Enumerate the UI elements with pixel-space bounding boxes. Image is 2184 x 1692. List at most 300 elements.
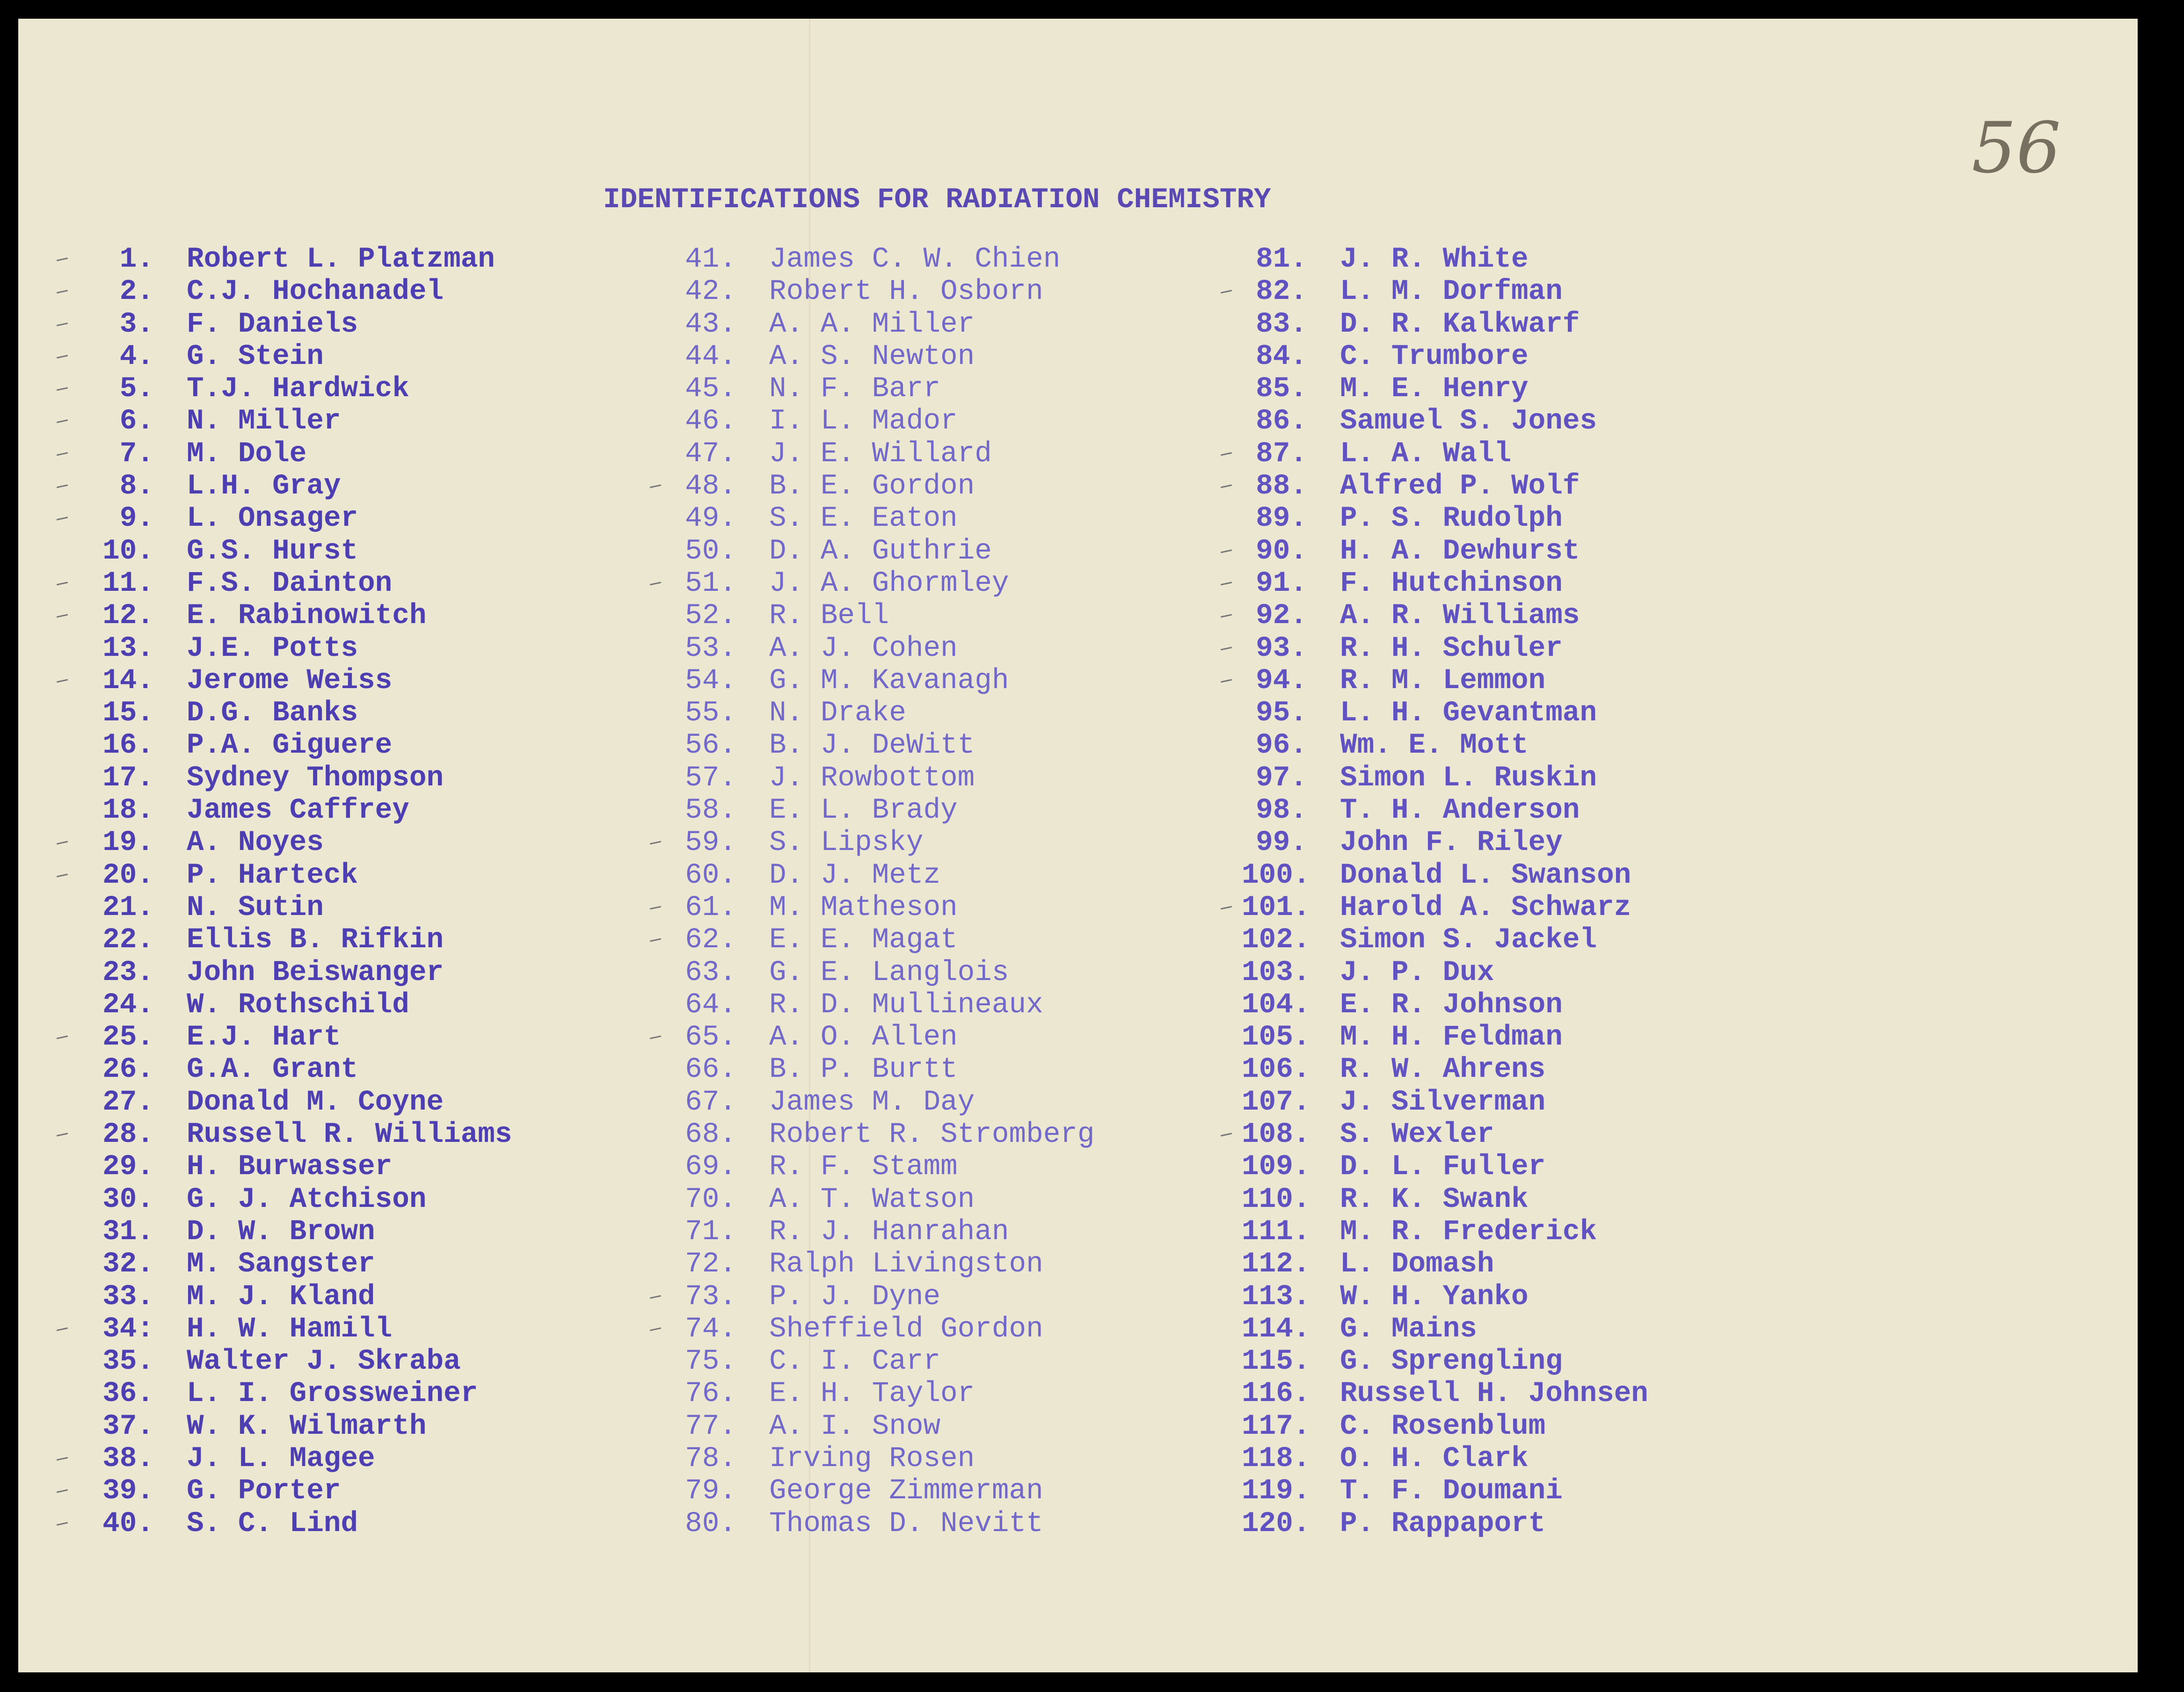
entry-number: 107. bbox=[1242, 1086, 1310, 1118]
list-item bbox=[88, 794, 512, 827]
entry-number: 21. bbox=[102, 891, 154, 924]
entry-number: 36. bbox=[102, 1378, 154, 1410]
entry-number: 92. bbox=[1256, 600, 1307, 632]
entry-number: 17. bbox=[102, 762, 154, 794]
entry-name: A. A. Miller bbox=[769, 308, 975, 341]
entry-number: 51. bbox=[685, 567, 736, 600]
handwritten-tick-mark bbox=[57, 322, 68, 326]
list-item bbox=[88, 1151, 512, 1183]
handwritten-tick-mark bbox=[57, 355, 68, 358]
handwritten-tick-mark bbox=[1221, 646, 1232, 650]
entry-name: A. J. Cohen bbox=[769, 632, 958, 665]
list-item bbox=[88, 729, 512, 762]
list-item bbox=[671, 1313, 1095, 1345]
entry-name: A. Noyes bbox=[187, 827, 324, 859]
entry-name: Donald M. Coyne bbox=[187, 1086, 444, 1118]
list-item bbox=[671, 600, 1095, 632]
list-item bbox=[671, 341, 1095, 373]
entry-name: Irving Rosen bbox=[769, 1442, 975, 1475]
list-item bbox=[671, 957, 1095, 989]
list-item bbox=[88, 989, 512, 1021]
list-item bbox=[88, 405, 512, 437]
entry-number: 111. bbox=[1242, 1215, 1310, 1248]
entry-number: 38. bbox=[102, 1442, 154, 1475]
entry-name: S. C. Lind bbox=[187, 1507, 358, 1540]
list-item bbox=[88, 373, 512, 405]
list-item bbox=[1242, 892, 1648, 924]
entry-name: G. Porter bbox=[187, 1475, 341, 1508]
entry-number: 52. bbox=[685, 600, 736, 632]
entry-name: Alfred P. Wolf bbox=[1340, 470, 1580, 503]
entry-number: 68. bbox=[685, 1118, 736, 1151]
entry-number: 5. bbox=[119, 373, 154, 406]
list-item bbox=[88, 243, 512, 276]
list-item bbox=[671, 1053, 1095, 1086]
list-item bbox=[1242, 762, 1648, 794]
entry-name: George Zimmerman bbox=[769, 1475, 1043, 1508]
list-item bbox=[671, 1086, 1095, 1118]
handwritten-tick-mark bbox=[1221, 452, 1232, 456]
list-item bbox=[1242, 794, 1648, 827]
entry-name: T. H. Anderson bbox=[1340, 794, 1580, 827]
entry-name: R. F. Stamm bbox=[769, 1151, 958, 1184]
entry-number: 81. bbox=[1256, 243, 1307, 276]
entry-name: L.H. Gray bbox=[187, 470, 341, 503]
entry-number: 37. bbox=[102, 1410, 154, 1443]
entry-number: 24. bbox=[102, 988, 154, 1021]
handwritten-tick-mark bbox=[57, 1133, 68, 1137]
list-item bbox=[88, 1508, 512, 1540]
handwritten-tick-mark bbox=[57, 1457, 68, 1461]
list-item bbox=[671, 1508, 1095, 1540]
list-item bbox=[1242, 1443, 1648, 1475]
handwritten-tick-mark bbox=[650, 1295, 661, 1299]
entry-number: 2. bbox=[119, 276, 154, 308]
entry-number: 61. bbox=[685, 891, 736, 924]
entry-name: Donald L. Swanson bbox=[1340, 859, 1631, 892]
list-item bbox=[1242, 1281, 1648, 1313]
entry-number: 42. bbox=[685, 276, 736, 308]
entry-name: Ralph Livingston bbox=[769, 1248, 1043, 1281]
list-item bbox=[88, 1410, 512, 1443]
list-item bbox=[671, 1184, 1095, 1216]
list-item bbox=[88, 1378, 512, 1410]
entry-name: G. Stein bbox=[187, 340, 324, 373]
entry-name: L. M. Dorfman bbox=[1340, 276, 1563, 308]
entry-number: 89. bbox=[1256, 502, 1307, 535]
handwritten-tick-mark bbox=[57, 679, 68, 683]
entry-number: 6. bbox=[119, 405, 154, 438]
entry-number: 16. bbox=[102, 729, 154, 762]
list-item bbox=[671, 1021, 1095, 1053]
list-item bbox=[88, 697, 512, 729]
entry-number: 116. bbox=[1242, 1378, 1310, 1410]
entry-number: 55. bbox=[685, 697, 736, 730]
entry-name: H. A. Dewhurst bbox=[1340, 535, 1580, 567]
entry-number: 106. bbox=[1242, 1053, 1310, 1086]
entry-number: 53. bbox=[685, 632, 736, 665]
list-item bbox=[671, 373, 1095, 405]
entry-name: E. R. Johnson bbox=[1340, 988, 1563, 1021]
list-item bbox=[1242, 957, 1648, 989]
entry-name: D. A. Guthrie bbox=[769, 535, 992, 567]
entry-name: Russell H. Johnsen bbox=[1340, 1378, 1648, 1410]
document-page bbox=[18, 19, 2138, 1672]
entry-name: Simon L. Ruskin bbox=[1340, 762, 1597, 794]
list-item bbox=[88, 665, 512, 697]
list-item bbox=[671, 1410, 1095, 1443]
entry-name: Wm. E. Mott bbox=[1340, 729, 1529, 762]
list-item bbox=[88, 341, 512, 373]
entry-name: C. Trumbore bbox=[1340, 340, 1529, 373]
entry-name: E. L. Brady bbox=[769, 794, 958, 827]
entry-number: 97. bbox=[1256, 762, 1307, 794]
entry-number: 119. bbox=[1242, 1475, 1310, 1508]
entry-name: E. H. Taylor bbox=[769, 1378, 975, 1410]
entry-number: 23. bbox=[102, 956, 154, 989]
entry-name: P. Rappaport bbox=[1340, 1507, 1546, 1540]
list-item bbox=[1242, 1508, 1648, 1540]
entry-number: 25. bbox=[102, 1021, 154, 1054]
entry-number: 102. bbox=[1242, 924, 1310, 957]
entry-number: 65. bbox=[685, 1021, 736, 1054]
entry-name: John F. Riley bbox=[1340, 827, 1563, 859]
entry-name: F. Daniels bbox=[187, 308, 358, 341]
entry-number: 62. bbox=[685, 924, 736, 957]
handwritten-tick-mark bbox=[1221, 906, 1232, 909]
entry-name: Ellis B. Rifkin bbox=[187, 924, 444, 957]
entry-name: W. Rothschild bbox=[187, 988, 409, 1021]
entry-name: G.A. Grant bbox=[187, 1053, 358, 1086]
list-item bbox=[671, 1151, 1095, 1183]
entry-name: O. H. Clark bbox=[1340, 1442, 1529, 1475]
entry-name: J. R. White bbox=[1340, 243, 1529, 276]
list-item bbox=[1242, 1053, 1648, 1086]
entry-number: 117. bbox=[1242, 1410, 1310, 1443]
entry-name: Simon S. Jackel bbox=[1340, 924, 1597, 957]
entry-name: M. Matheson bbox=[769, 891, 958, 924]
entry-number: 69. bbox=[685, 1151, 736, 1184]
list-item bbox=[88, 827, 512, 859]
list-item bbox=[671, 1378, 1095, 1410]
handwritten-tick-mark bbox=[1221, 679, 1232, 683]
entry-number: 79. bbox=[685, 1475, 736, 1508]
entry-number: 70. bbox=[685, 1183, 736, 1216]
entry-name: Harold A. Schwarz bbox=[1340, 891, 1631, 924]
entry-name: D. W. Brown bbox=[187, 1215, 375, 1248]
entry-name: Robert R. Stromberg bbox=[769, 1118, 1095, 1151]
list-item bbox=[1242, 924, 1648, 956]
entry-number: 72. bbox=[685, 1248, 736, 1281]
handwritten-tick-mark bbox=[650, 1036, 661, 1039]
entry-name: D. R. Kalkwarf bbox=[1340, 308, 1580, 341]
entry-name: M. E. Henry bbox=[1340, 373, 1529, 406]
entry-number: 100. bbox=[1242, 859, 1310, 892]
list-item bbox=[88, 632, 512, 665]
list-item bbox=[1242, 859, 1648, 892]
handwritten-tick-mark bbox=[57, 290, 68, 294]
entry-name: Sheffield Gordon bbox=[769, 1313, 1043, 1345]
entry-name: J. Rowbottom bbox=[769, 762, 975, 794]
entry-number: 1. bbox=[119, 243, 154, 276]
list-item bbox=[1242, 1378, 1648, 1410]
list-item bbox=[88, 470, 512, 502]
list-item bbox=[671, 308, 1095, 341]
entry-number: 39. bbox=[102, 1475, 154, 1508]
list-item bbox=[1242, 535, 1648, 567]
list-item bbox=[671, 567, 1095, 600]
list-item bbox=[671, 665, 1095, 697]
entry-number: 54. bbox=[685, 664, 736, 697]
entry-name: T.J. Hardwick bbox=[187, 373, 409, 406]
list-item bbox=[88, 1313, 512, 1345]
list-item bbox=[1242, 1151, 1648, 1183]
entry-number: 83. bbox=[1256, 308, 1307, 341]
list-item bbox=[88, 924, 512, 956]
list-item bbox=[1242, 1248, 1648, 1280]
entry-name: Russell R. Williams bbox=[187, 1118, 512, 1151]
list-item bbox=[1242, 405, 1648, 437]
entry-number: 40. bbox=[102, 1507, 154, 1540]
entry-number: 19. bbox=[102, 827, 154, 859]
entry-name: M. Sangster bbox=[187, 1248, 375, 1281]
entry-number: 28. bbox=[102, 1118, 154, 1151]
entry-name: D. L. Fuller bbox=[1340, 1151, 1546, 1184]
list-item bbox=[88, 762, 512, 794]
entry-number: 9. bbox=[119, 502, 154, 535]
list-item bbox=[1242, 632, 1648, 665]
entry-name: E. Rabinowitch bbox=[187, 600, 427, 632]
list-item bbox=[88, 567, 512, 600]
handwritten-tick-mark bbox=[57, 517, 68, 521]
entry-number: 3. bbox=[119, 308, 154, 341]
entry-name: R. J. Hanrahan bbox=[769, 1215, 1009, 1248]
entry-name: A. T. Watson bbox=[769, 1183, 975, 1216]
entry-name: C. I. Carr bbox=[769, 1345, 941, 1378]
list-item bbox=[1242, 308, 1648, 341]
list-item bbox=[671, 1216, 1095, 1248]
entry-number: 11. bbox=[102, 567, 154, 600]
list-item bbox=[1242, 567, 1648, 600]
handwritten-tick-mark bbox=[1221, 1133, 1232, 1137]
entry-number: 76. bbox=[685, 1378, 736, 1410]
document-title: IDENTIFICATIONS FOR RADIATION CHEMISTRY bbox=[603, 184, 1271, 216]
list-item bbox=[1242, 276, 1648, 308]
handwritten-tick-mark bbox=[57, 582, 68, 586]
entry-number: 85. bbox=[1256, 373, 1307, 406]
list-item bbox=[1242, 1021, 1648, 1053]
entry-number: 58. bbox=[685, 794, 736, 827]
entry-name: P.A. Giguere bbox=[187, 729, 393, 762]
list-item bbox=[671, 1345, 1095, 1378]
entry-name: B. J. DeWitt bbox=[769, 729, 975, 762]
entry-number: 18. bbox=[102, 794, 154, 827]
entry-number: 12. bbox=[102, 600, 154, 632]
entry-name: R. M. Lemmon bbox=[1340, 664, 1546, 697]
handwritten-tick-mark bbox=[57, 873, 68, 877]
entry-number: 114. bbox=[1242, 1313, 1310, 1345]
entry-name: M. J. Kland bbox=[187, 1280, 375, 1313]
entry-number: 34: bbox=[102, 1313, 154, 1345]
entry-name: L. Domash bbox=[1340, 1248, 1494, 1281]
entry-name: John Beiswanger bbox=[187, 956, 444, 989]
list-item bbox=[671, 535, 1095, 567]
entry-name: J. E. Willard bbox=[769, 437, 992, 470]
entry-number: 66. bbox=[685, 1053, 736, 1086]
handwritten-tick-mark bbox=[650, 582, 661, 586]
list-item bbox=[88, 1345, 512, 1378]
entry-number: 98. bbox=[1256, 794, 1307, 827]
list-item bbox=[671, 438, 1095, 470]
entry-number: 88. bbox=[1256, 470, 1307, 503]
entry-name: R. D. Mullineaux bbox=[769, 988, 1043, 1021]
entry-number: 109. bbox=[1242, 1151, 1310, 1184]
entry-number: 94. bbox=[1256, 664, 1307, 697]
list-item bbox=[88, 1053, 512, 1086]
list-item bbox=[1242, 827, 1648, 859]
list-item bbox=[671, 859, 1095, 892]
list-item bbox=[1242, 665, 1648, 697]
entry-name: A. S. Newton bbox=[769, 340, 975, 373]
list-item bbox=[671, 827, 1095, 859]
entry-name: Robert H. Osborn bbox=[769, 276, 1043, 308]
entry-number: 45. bbox=[685, 373, 736, 406]
list-item bbox=[671, 729, 1095, 762]
list-item bbox=[671, 243, 1095, 276]
handwritten-tick-mark bbox=[1221, 485, 1232, 488]
entry-name: T. F. Doumani bbox=[1340, 1475, 1563, 1508]
entry-number: 82. bbox=[1256, 276, 1307, 308]
entry-name: B. P. Burtt bbox=[769, 1053, 958, 1086]
entry-name: F. Hutchinson bbox=[1340, 567, 1563, 600]
entry-number: 50. bbox=[685, 535, 736, 567]
entry-number: 112. bbox=[1242, 1248, 1310, 1281]
list-item bbox=[1242, 502, 1648, 535]
list-item bbox=[88, 438, 512, 470]
entry-number: 63. bbox=[685, 956, 736, 989]
handwritten-tick-mark bbox=[1221, 582, 1232, 586]
list-item bbox=[671, 1475, 1095, 1507]
entry-name: S. Wexler bbox=[1340, 1118, 1494, 1151]
handwritten-tick-mark bbox=[57, 258, 68, 261]
entry-number: 35. bbox=[102, 1345, 154, 1378]
list-item bbox=[1242, 1475, 1648, 1507]
entry-name: J. P. Dux bbox=[1340, 956, 1494, 989]
entry-name: R. W. Ahrens bbox=[1340, 1053, 1546, 1086]
list-item bbox=[1242, 1184, 1648, 1216]
list-item bbox=[1242, 470, 1648, 502]
entry-name: C.J. Hochanadel bbox=[187, 276, 444, 308]
handwritten-tick-mark bbox=[650, 841, 661, 845]
list-item bbox=[88, 892, 512, 924]
entry-name: H. W. Hamill bbox=[187, 1313, 393, 1345]
entry-number: 113. bbox=[1242, 1280, 1310, 1313]
list-item bbox=[671, 697, 1095, 729]
entry-name: P. J. Dyne bbox=[769, 1280, 941, 1313]
list-item bbox=[671, 1118, 1095, 1151]
entry-number: 93. bbox=[1256, 632, 1307, 665]
list-item bbox=[1242, 243, 1648, 276]
entry-name: M. H. Feldman bbox=[1340, 1021, 1563, 1054]
list-item bbox=[88, 535, 512, 567]
entry-number: 30. bbox=[102, 1183, 154, 1216]
list-item bbox=[1242, 1410, 1648, 1443]
list-item bbox=[88, 1086, 512, 1118]
entry-name: B. E. Gordon bbox=[769, 470, 975, 503]
handwritten-tick-mark bbox=[57, 420, 68, 423]
entry-number: 29. bbox=[102, 1151, 154, 1184]
handwritten-tick-mark bbox=[57, 387, 68, 391]
entry-name: R. H. Schuler bbox=[1340, 632, 1563, 665]
entry-number: 105. bbox=[1242, 1021, 1310, 1054]
entry-name: Robert L. Platzman bbox=[187, 243, 495, 276]
entry-number: 27. bbox=[102, 1086, 154, 1118]
entry-number: 95. bbox=[1256, 697, 1307, 730]
entry-number: 31. bbox=[102, 1215, 154, 1248]
entry-name: M. Dole bbox=[187, 437, 307, 470]
entry-name: J. Silverman bbox=[1340, 1086, 1546, 1118]
entry-number: 15. bbox=[102, 697, 154, 730]
entry-number: 47. bbox=[685, 437, 736, 470]
list-item bbox=[88, 1248, 512, 1280]
list-item bbox=[1242, 697, 1648, 729]
entry-name: G. Sprengling bbox=[1340, 1345, 1563, 1378]
list-item bbox=[88, 1281, 512, 1313]
entry-name: W. K. Wilmarth bbox=[187, 1410, 427, 1443]
list-item bbox=[88, 308, 512, 341]
entry-name: N. Miller bbox=[187, 405, 341, 438]
entry-number: 91. bbox=[1256, 567, 1307, 600]
entry-name: D.G. Banks bbox=[187, 697, 358, 730]
entry-name: L. A. Wall bbox=[1340, 437, 1512, 470]
entry-number: 104. bbox=[1242, 988, 1310, 1021]
entry-number: 115. bbox=[1242, 1345, 1310, 1378]
list-item bbox=[88, 600, 512, 632]
handwritten-tick-mark bbox=[650, 1327, 661, 1331]
list-item bbox=[671, 762, 1095, 794]
entry-name: Sydney Thompson bbox=[187, 762, 444, 794]
list-item bbox=[1242, 989, 1648, 1021]
handwritten-tick-mark bbox=[57, 1489, 68, 1493]
name-column-1 bbox=[88, 243, 512, 1540]
entry-number: 87. bbox=[1256, 437, 1307, 470]
list-item bbox=[671, 405, 1095, 437]
entry-number: 60. bbox=[685, 859, 736, 892]
entry-name: R. K. Swank bbox=[1340, 1183, 1529, 1216]
entry-number: 32. bbox=[102, 1248, 154, 1281]
entry-number: 14. bbox=[102, 664, 154, 697]
list-item bbox=[1242, 1345, 1648, 1378]
entry-name: N. F. Barr bbox=[769, 373, 941, 406]
entry-name: G. M. Kavanagh bbox=[769, 664, 1009, 697]
entry-number: 44. bbox=[685, 340, 736, 373]
list-item bbox=[671, 794, 1095, 827]
entry-name: G. J. Atchison bbox=[187, 1183, 427, 1216]
list-item bbox=[671, 632, 1095, 665]
entry-name: D. J. Metz bbox=[769, 859, 941, 892]
handwritten-tick-mark bbox=[1221, 549, 1232, 553]
entry-name: J. L. Magee bbox=[187, 1442, 375, 1475]
entry-number: 26. bbox=[102, 1053, 154, 1086]
entry-name: Samuel S. Jones bbox=[1340, 405, 1597, 438]
handwritten-tick-mark bbox=[650, 906, 661, 909]
entry-number: 77. bbox=[685, 1410, 736, 1443]
list-item bbox=[88, 859, 512, 892]
handwritten-tick-mark bbox=[57, 614, 68, 618]
handwritten-tick-mark bbox=[57, 485, 68, 488]
handwritten-tick-mark bbox=[57, 841, 68, 845]
handwritten-tick-mark bbox=[57, 1522, 68, 1525]
